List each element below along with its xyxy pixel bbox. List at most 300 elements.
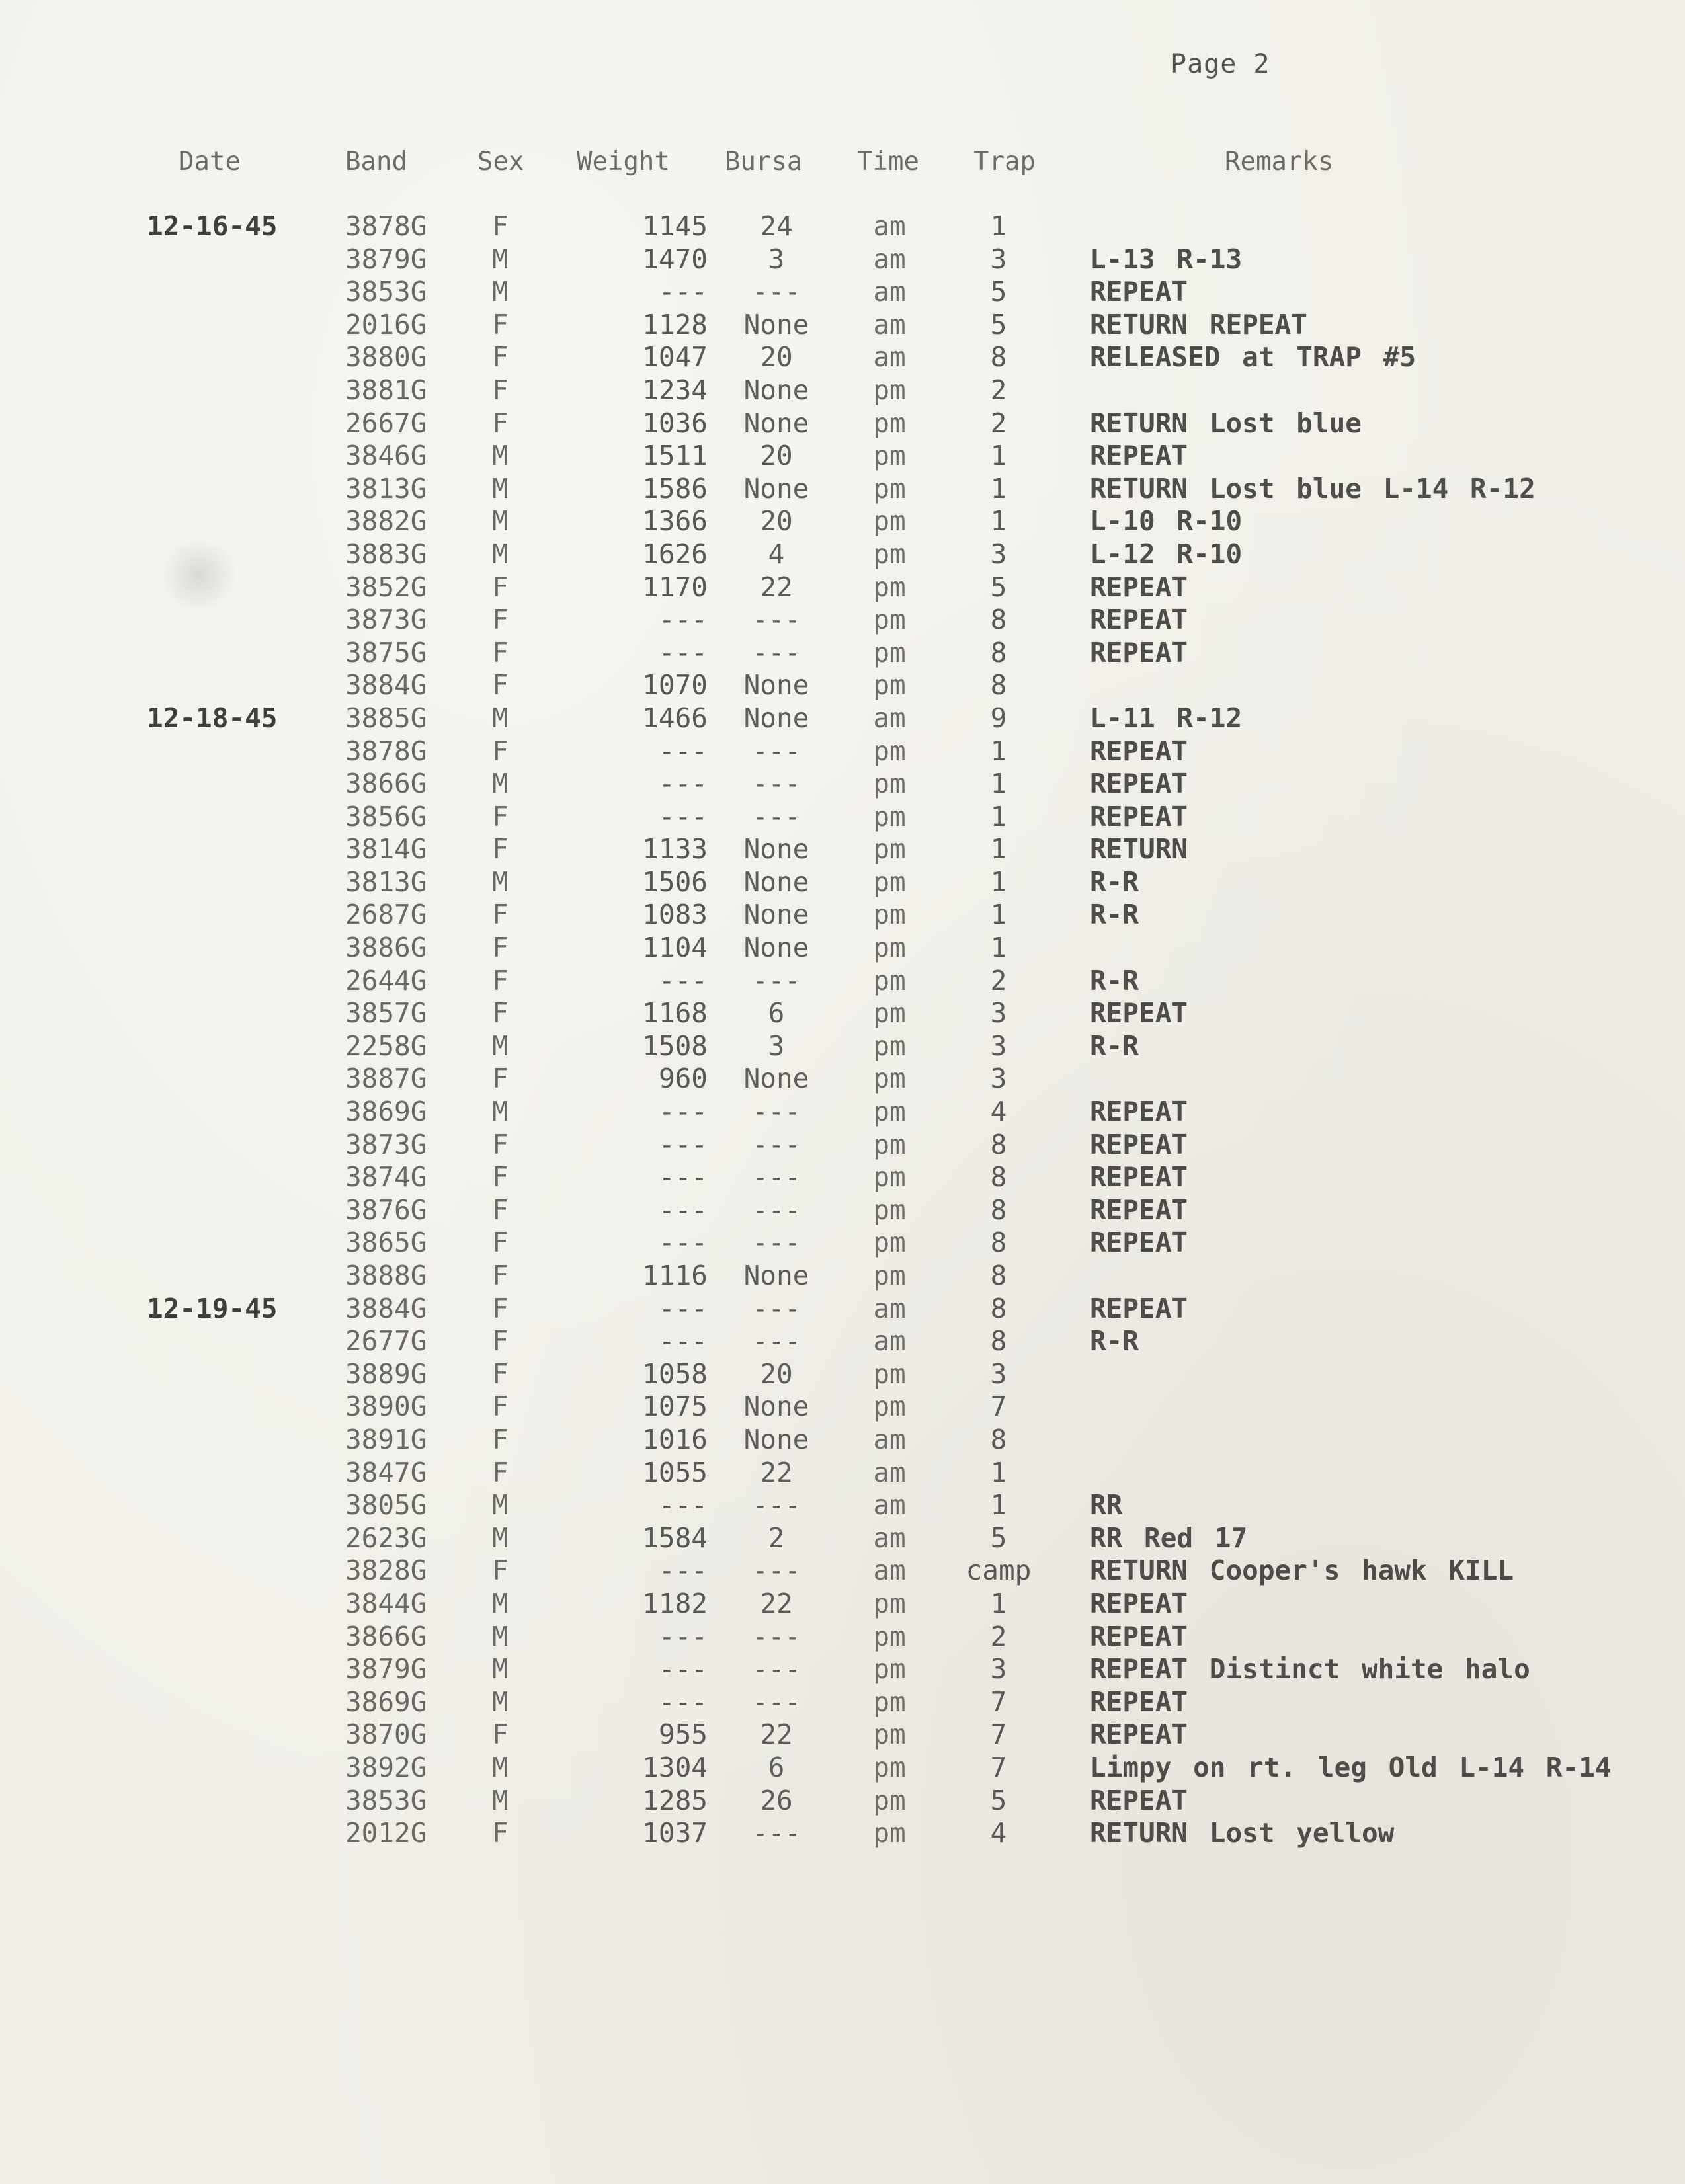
cell-time: pm <box>873 866 906 898</box>
cell-trap: 1 <box>990 1456 1007 1488</box>
cell-sex: F <box>492 1456 509 1488</box>
cell-sex: M <box>492 1653 509 1685</box>
cell-remarks: L-12 R-10 <box>1090 538 1243 570</box>
cell-sex: M <box>492 538 509 570</box>
cell-trap: 5 <box>990 276 1007 308</box>
cell-bursa: None <box>743 308 809 341</box>
cell-trap: 5 <box>990 571 1007 603</box>
cell-sex: F <box>492 735 509 767</box>
cell-bursa: --- <box>751 1193 801 1226</box>
cell-time: pm <box>873 1030 906 1062</box>
header-weight: Weight <box>577 147 670 177</box>
cell-time: am <box>873 1555 906 1587</box>
cell-weight: --- <box>658 1620 708 1652</box>
header-bursa: Bursa <box>725 147 803 177</box>
cell-trap: 1 <box>990 866 1007 898</box>
cell-remarks: REPEAT <box>1090 636 1188 668</box>
cell-band: 3889G <box>345 1357 427 1390</box>
cell-trap: 5 <box>990 1521 1007 1554</box>
cell-weight: --- <box>658 636 708 668</box>
cell-time: pm <box>873 1817 906 1849</box>
cell-bursa: 26 <box>760 1784 793 1816</box>
cell-band: 3828G <box>345 1555 427 1587</box>
cell-remarks: REPEAT <box>1090 997 1188 1030</box>
cell-time: pm <box>873 1260 906 1291</box>
cell-bursa: --- <box>751 1227 801 1259</box>
table-row <box>0 1260 1685 1293</box>
cell-remarks: REPEAT <box>1090 1161 1188 1193</box>
cell-remarks: REPEAT <box>1090 276 1188 308</box>
table-row <box>0 669 1685 702</box>
cell-band: 3853G <box>345 1784 427 1816</box>
cell-band: 3878G <box>345 210 427 242</box>
table-row <box>0 309 1685 342</box>
table-row <box>0 1030 1685 1063</box>
table-row <box>0 374 1685 407</box>
cell-weight: 1083 <box>642 899 708 931</box>
cell-weight: 1055 <box>642 1456 708 1488</box>
cell-weight: --- <box>658 276 708 308</box>
table-row <box>0 1817 1685 1850</box>
cell-remarks: RR <box>1090 1489 1123 1521</box>
cell-weight: --- <box>658 1653 708 1685</box>
cell-bursa: 6 <box>768 997 785 1030</box>
cell-band: 3883G <box>345 538 427 570</box>
cell-weight: 1508 <box>642 1030 708 1062</box>
cell-trap: 1 <box>990 1489 1007 1521</box>
cell-band: 3813G <box>345 866 427 898</box>
cell-weight: 1070 <box>642 669 708 702</box>
cell-weight: --- <box>658 1193 708 1226</box>
cell-sex: M <box>492 1587 509 1619</box>
cell-trap: 2 <box>990 407 1007 439</box>
table-row <box>0 637 1685 670</box>
cell-remarks: RETURN Cooper's hawk KILL <box>1090 1555 1514 1587</box>
cell-weight: --- <box>658 800 708 832</box>
table-row <box>0 801 1685 834</box>
cell-bursa: 20 <box>760 505 793 538</box>
cell-bursa: 22 <box>760 1719 793 1751</box>
table-row <box>0 604 1685 637</box>
cell-trap: 4 <box>990 1096 1007 1128</box>
cell-band: 3869G <box>345 1096 427 1128</box>
cell-time: pm <box>873 669 906 702</box>
table-row <box>0 341 1685 374</box>
cell-band: 3891G <box>345 1423 427 1455</box>
cell-bursa: None <box>743 833 809 866</box>
cell-bursa: --- <box>751 636 801 668</box>
table-row <box>0 1621 1685 1654</box>
cell-sex: F <box>492 669 509 702</box>
cell-time: pm <box>873 997 906 1030</box>
cell-sex: M <box>492 1489 509 1521</box>
table-row <box>0 571 1685 604</box>
cell-sex: F <box>492 1128 509 1160</box>
cell-band: 3873G <box>345 604 427 636</box>
table-row <box>0 1424 1685 1457</box>
cell-bursa: --- <box>751 768 801 800</box>
cell-remarks: REPEAT <box>1090 800 1188 832</box>
cell-remarks: REPEAT <box>1090 1096 1188 1128</box>
table-row <box>0 210 1685 243</box>
table-row <box>0 1391 1685 1424</box>
cell-weight: 1116 <box>642 1260 708 1291</box>
cell-weight: 1016 <box>642 1423 708 1455</box>
cell-band: 2258G <box>345 1030 427 1062</box>
cell-time: pm <box>873 604 906 636</box>
cell-bursa: 22 <box>760 571 793 603</box>
cell-band: 3888G <box>345 1260 427 1291</box>
table-row <box>0 1752 1685 1785</box>
cell-time: pm <box>873 636 906 668</box>
table-row <box>0 243 1685 276</box>
cell-remarks: RETURN <box>1090 833 1188 866</box>
cell-trap: 3 <box>990 997 1007 1030</box>
cell-band: 3879G <box>345 243 427 275</box>
cell-bursa: None <box>743 472 809 505</box>
cell-weight: 1366 <box>642 505 708 538</box>
cell-remarks: RETURN Lost blue L-14 R-12 <box>1090 472 1536 505</box>
cell-bursa: None <box>743 669 809 702</box>
header-band: Band <box>345 147 407 177</box>
cell-band: 3869G <box>345 1685 427 1718</box>
cell-time: am <box>873 210 906 242</box>
cell-weight: 1506 <box>642 866 708 898</box>
cell-date: 12-18-45 <box>147 702 278 734</box>
cell-bursa: --- <box>751 276 801 308</box>
cell-time: pm <box>873 1751 906 1783</box>
cell-trap: 1 <box>990 899 1007 931</box>
cell-weight: --- <box>658 1292 708 1324</box>
cell-bursa: 20 <box>760 440 793 472</box>
cell-trap: 8 <box>990 636 1007 668</box>
cell-remarks: R-R <box>1090 964 1139 996</box>
table-row <box>0 1785 1685 1818</box>
cell-bursa: --- <box>751 1096 801 1128</box>
cell-weight: 1037 <box>642 1817 708 1849</box>
cell-weight: 1170 <box>642 571 708 603</box>
cell-remarks: Limpy on rt. leg Old L-14 R-14 <box>1090 1751 1612 1783</box>
cell-sex: F <box>492 997 509 1030</box>
table-row <box>0 965 1685 998</box>
cell-weight: 1234 <box>642 374 708 406</box>
cell-trap: 1 <box>990 210 1007 242</box>
cell-band: 3881G <box>345 374 427 406</box>
cell-sex: F <box>492 1325 509 1357</box>
cell-band: 3844G <box>345 1587 427 1619</box>
cell-weight: --- <box>658 1128 708 1160</box>
cell-trap: 1 <box>990 833 1007 866</box>
cell-band: 3879G <box>345 1653 427 1685</box>
header-sex: Sex <box>477 147 524 177</box>
cell-time: pm <box>873 1193 906 1226</box>
cell-trap: 3 <box>990 538 1007 570</box>
table-row <box>0 1555 1685 1588</box>
cell-time: am <box>873 1489 906 1521</box>
cell-bursa: None <box>743 1260 809 1291</box>
cell-trap: camp <box>966 1555 1032 1587</box>
cell-weight: 955 <box>658 1719 708 1751</box>
cell-date: 12-16-45 <box>147 210 278 242</box>
table-row <box>0 1653 1685 1686</box>
cell-time: am <box>873 1325 906 1357</box>
cell-trap: 1 <box>990 1587 1007 1619</box>
cell-sex: M <box>492 866 509 898</box>
table-row <box>0 1161 1685 1194</box>
cell-sex: F <box>492 1555 509 1587</box>
cell-band: 3887G <box>345 1063 427 1095</box>
cell-remarks: L-13 R-13 <box>1090 243 1243 275</box>
cell-weight: 1182 <box>642 1587 708 1619</box>
cell-bursa: --- <box>751 1325 801 1357</box>
cell-weight: --- <box>658 1161 708 1193</box>
cell-weight: 1511 <box>642 440 708 472</box>
cell-weight: 1470 <box>642 243 708 275</box>
cell-weight: 1104 <box>642 932 708 964</box>
cell-sex: F <box>492 1193 509 1226</box>
cell-remarks: REPEAT <box>1090 1292 1188 1324</box>
cell-bursa: --- <box>751 1817 801 1849</box>
cell-remarks: R-R <box>1090 899 1139 931</box>
cell-bursa: 24 <box>760 210 793 242</box>
cell-time: pm <box>873 374 906 406</box>
table-row <box>0 932 1685 965</box>
cell-bursa: --- <box>751 964 801 996</box>
table-row <box>0 702 1685 735</box>
cell-time: pm <box>873 1620 906 1652</box>
cell-trap: 8 <box>990 1325 1007 1357</box>
cell-bursa: 4 <box>768 538 785 570</box>
cell-trap: 1 <box>990 932 1007 964</box>
cell-trap: 7 <box>990 1719 1007 1751</box>
cell-trap: 8 <box>990 669 1007 702</box>
cell-sex: F <box>492 1423 509 1455</box>
cell-time: am <box>873 341 906 374</box>
cell-time: pm <box>873 1161 906 1193</box>
cell-band: 2623G <box>345 1521 427 1554</box>
cell-sex: F <box>492 604 509 636</box>
cell-trap: 3 <box>990 1357 1007 1390</box>
cell-time: pm <box>873 538 906 570</box>
cell-weight: 1145 <box>642 210 708 242</box>
table-row <box>0 1096 1685 1129</box>
cell-weight: --- <box>658 604 708 636</box>
cell-bursa: --- <box>751 800 801 832</box>
cell-time: pm <box>873 735 906 767</box>
table-row <box>0 473 1685 506</box>
cell-sex: F <box>492 833 509 866</box>
cell-sex: F <box>492 800 509 832</box>
cell-sex: M <box>492 1096 509 1128</box>
cell-weight: 1168 <box>642 997 708 1030</box>
cell-weight: --- <box>658 1325 708 1357</box>
cell-band: 2687G <box>345 899 427 931</box>
cell-sex: F <box>492 932 509 964</box>
cell-time: pm <box>873 472 906 505</box>
cell-band: 3852G <box>345 571 427 603</box>
cell-bursa: None <box>743 866 809 898</box>
cell-weight: --- <box>658 1489 708 1521</box>
table-row <box>0 276 1685 309</box>
cell-time: am <box>873 1521 906 1554</box>
cell-sex: F <box>492 308 509 341</box>
cell-sex: F <box>492 1357 509 1390</box>
cell-time: pm <box>873 1587 906 1619</box>
cell-remarks: REPEAT <box>1090 571 1188 603</box>
cell-weight: 1047 <box>642 341 708 374</box>
cell-date: 12-19-45 <box>147 1292 278 1324</box>
cell-weight: 1285 <box>642 1784 708 1816</box>
cell-remarks: REPEAT <box>1090 1685 1188 1718</box>
header-date: Date <box>179 147 241 177</box>
cell-time: am <box>873 276 906 308</box>
cell-band: 3857G <box>345 997 427 1030</box>
cell-bursa: 6 <box>768 1751 785 1783</box>
cell-remarks: RETURN Lost yellow <box>1090 1817 1395 1849</box>
cell-time: pm <box>873 768 906 800</box>
cell-band: 3814G <box>345 833 427 866</box>
cell-sex: F <box>492 1292 509 1324</box>
page-number: Page 2 <box>1171 49 1270 79</box>
cell-sex: F <box>492 374 509 406</box>
cell-remarks: R-R <box>1090 1325 1139 1357</box>
table-row <box>0 1194 1685 1227</box>
cell-band: 3866G <box>345 768 427 800</box>
table-row <box>0 1686 1685 1719</box>
cell-weight: --- <box>658 1685 708 1718</box>
cell-band: 3865G <box>345 1227 427 1259</box>
cell-time: pm <box>873 833 906 866</box>
cell-sex: M <box>492 1521 509 1554</box>
cell-band: 2016G <box>345 308 427 341</box>
cell-sex: F <box>492 899 509 931</box>
cell-sex: M <box>492 505 509 538</box>
cell-trap: 8 <box>990 1193 1007 1226</box>
cell-bursa: None <box>743 407 809 439</box>
cell-band: 2677G <box>345 1325 427 1357</box>
cell-bursa: 20 <box>760 1357 793 1390</box>
table-row <box>0 505 1685 538</box>
cell-weight: 1466 <box>642 702 708 734</box>
cell-remarks: REPEAT <box>1090 1719 1188 1751</box>
cell-band: 3882G <box>345 505 427 538</box>
cell-remarks: REPEAT <box>1090 1620 1188 1652</box>
cell-sex: F <box>492 1227 509 1259</box>
cell-trap: 7 <box>990 1751 1007 1783</box>
cell-remarks: REPEAT <box>1090 1193 1188 1226</box>
cell-trap: 3 <box>990 1063 1007 1095</box>
cell-band: 3875G <box>345 636 427 668</box>
cell-trap: 3 <box>990 1030 1007 1062</box>
cell-weight: --- <box>658 1096 708 1128</box>
cell-trap: 1 <box>990 768 1007 800</box>
cell-remarks: REPEAT <box>1090 1227 1188 1259</box>
cell-time: pm <box>873 1357 906 1390</box>
cell-bursa: --- <box>751 604 801 636</box>
table-row <box>0 1522 1685 1555</box>
cell-remarks: R-R <box>1090 1030 1139 1062</box>
cell-weight: --- <box>658 768 708 800</box>
table-row <box>0 735 1685 768</box>
cell-trap: 2 <box>990 374 1007 406</box>
table-row <box>0 1325 1685 1358</box>
cell-band: 2012G <box>345 1817 427 1849</box>
cell-band: 2644G <box>345 964 427 996</box>
cell-band: 3805G <box>345 1489 427 1521</box>
cell-sex: M <box>492 768 509 800</box>
cell-trap: 1 <box>990 472 1007 505</box>
cell-bursa: None <box>743 1063 809 1095</box>
cell-time: pm <box>873 571 906 603</box>
cell-sex: F <box>492 636 509 668</box>
cell-trap: 3 <box>990 1653 1007 1685</box>
cell-band: 3876G <box>345 1193 427 1226</box>
table-row <box>0 440 1685 473</box>
cell-time: pm <box>873 1784 906 1816</box>
cell-band: 3847G <box>345 1456 427 1488</box>
header-remarks: Remarks <box>1225 147 1334 177</box>
cell-time: pm <box>873 1128 906 1160</box>
cell-sex: F <box>492 1260 509 1291</box>
table-row <box>0 1719 1685 1752</box>
cell-remarks: RR Red 17 <box>1090 1521 1248 1554</box>
cell-sex: M <box>492 1784 509 1816</box>
cell-trap: 5 <box>990 308 1007 341</box>
cell-trap: 3 <box>990 243 1007 275</box>
cell-band: 3866G <box>345 1620 427 1652</box>
cell-time: am <box>873 1456 906 1488</box>
cell-trap: 8 <box>990 1161 1007 1193</box>
cell-trap: 7 <box>990 1391 1007 1423</box>
cell-sex: F <box>492 407 509 439</box>
cell-bursa: --- <box>751 1489 801 1521</box>
cell-remarks: RETURN Lost blue <box>1090 407 1362 439</box>
table-row <box>0 1358 1685 1391</box>
cell-time: pm <box>873 1227 906 1259</box>
cell-time: am <box>873 1292 906 1324</box>
cell-time: pm <box>873 1719 906 1751</box>
cell-sex: M <box>492 1751 509 1783</box>
cell-band: 3853G <box>345 276 427 308</box>
cell-time: am <box>873 1423 906 1455</box>
table-row <box>0 1129 1685 1162</box>
cell-trap: 8 <box>990 341 1007 374</box>
cell-trap: 8 <box>990 1227 1007 1259</box>
cell-bursa: 20 <box>760 341 793 374</box>
table-row <box>0 1063 1685 1096</box>
cell-time: pm <box>873 1653 906 1685</box>
cell-time: pm <box>873 505 906 538</box>
cell-band: 3890G <box>345 1391 427 1423</box>
cell-band: 3880G <box>345 341 427 374</box>
cell-weight: 1036 <box>642 407 708 439</box>
banding-records-table <box>0 210 1685 1850</box>
cell-sex: F <box>492 1817 509 1849</box>
cell-bursa: --- <box>751 1161 801 1193</box>
cell-trap: 8 <box>990 1292 1007 1324</box>
cell-sex: F <box>492 210 509 242</box>
cell-time: pm <box>873 899 906 931</box>
cell-sex: M <box>492 1030 509 1062</box>
cell-weight: 1133 <box>642 833 708 866</box>
cell-sex: F <box>492 1161 509 1193</box>
table-row <box>0 1457 1685 1490</box>
cell-weight: 1626 <box>642 538 708 570</box>
cell-trap: 7 <box>990 1685 1007 1718</box>
cell-band: 3884G <box>345 1292 427 1324</box>
cell-weight: 1584 <box>642 1521 708 1554</box>
cell-remarks: L-10 R-10 <box>1090 505 1243 538</box>
